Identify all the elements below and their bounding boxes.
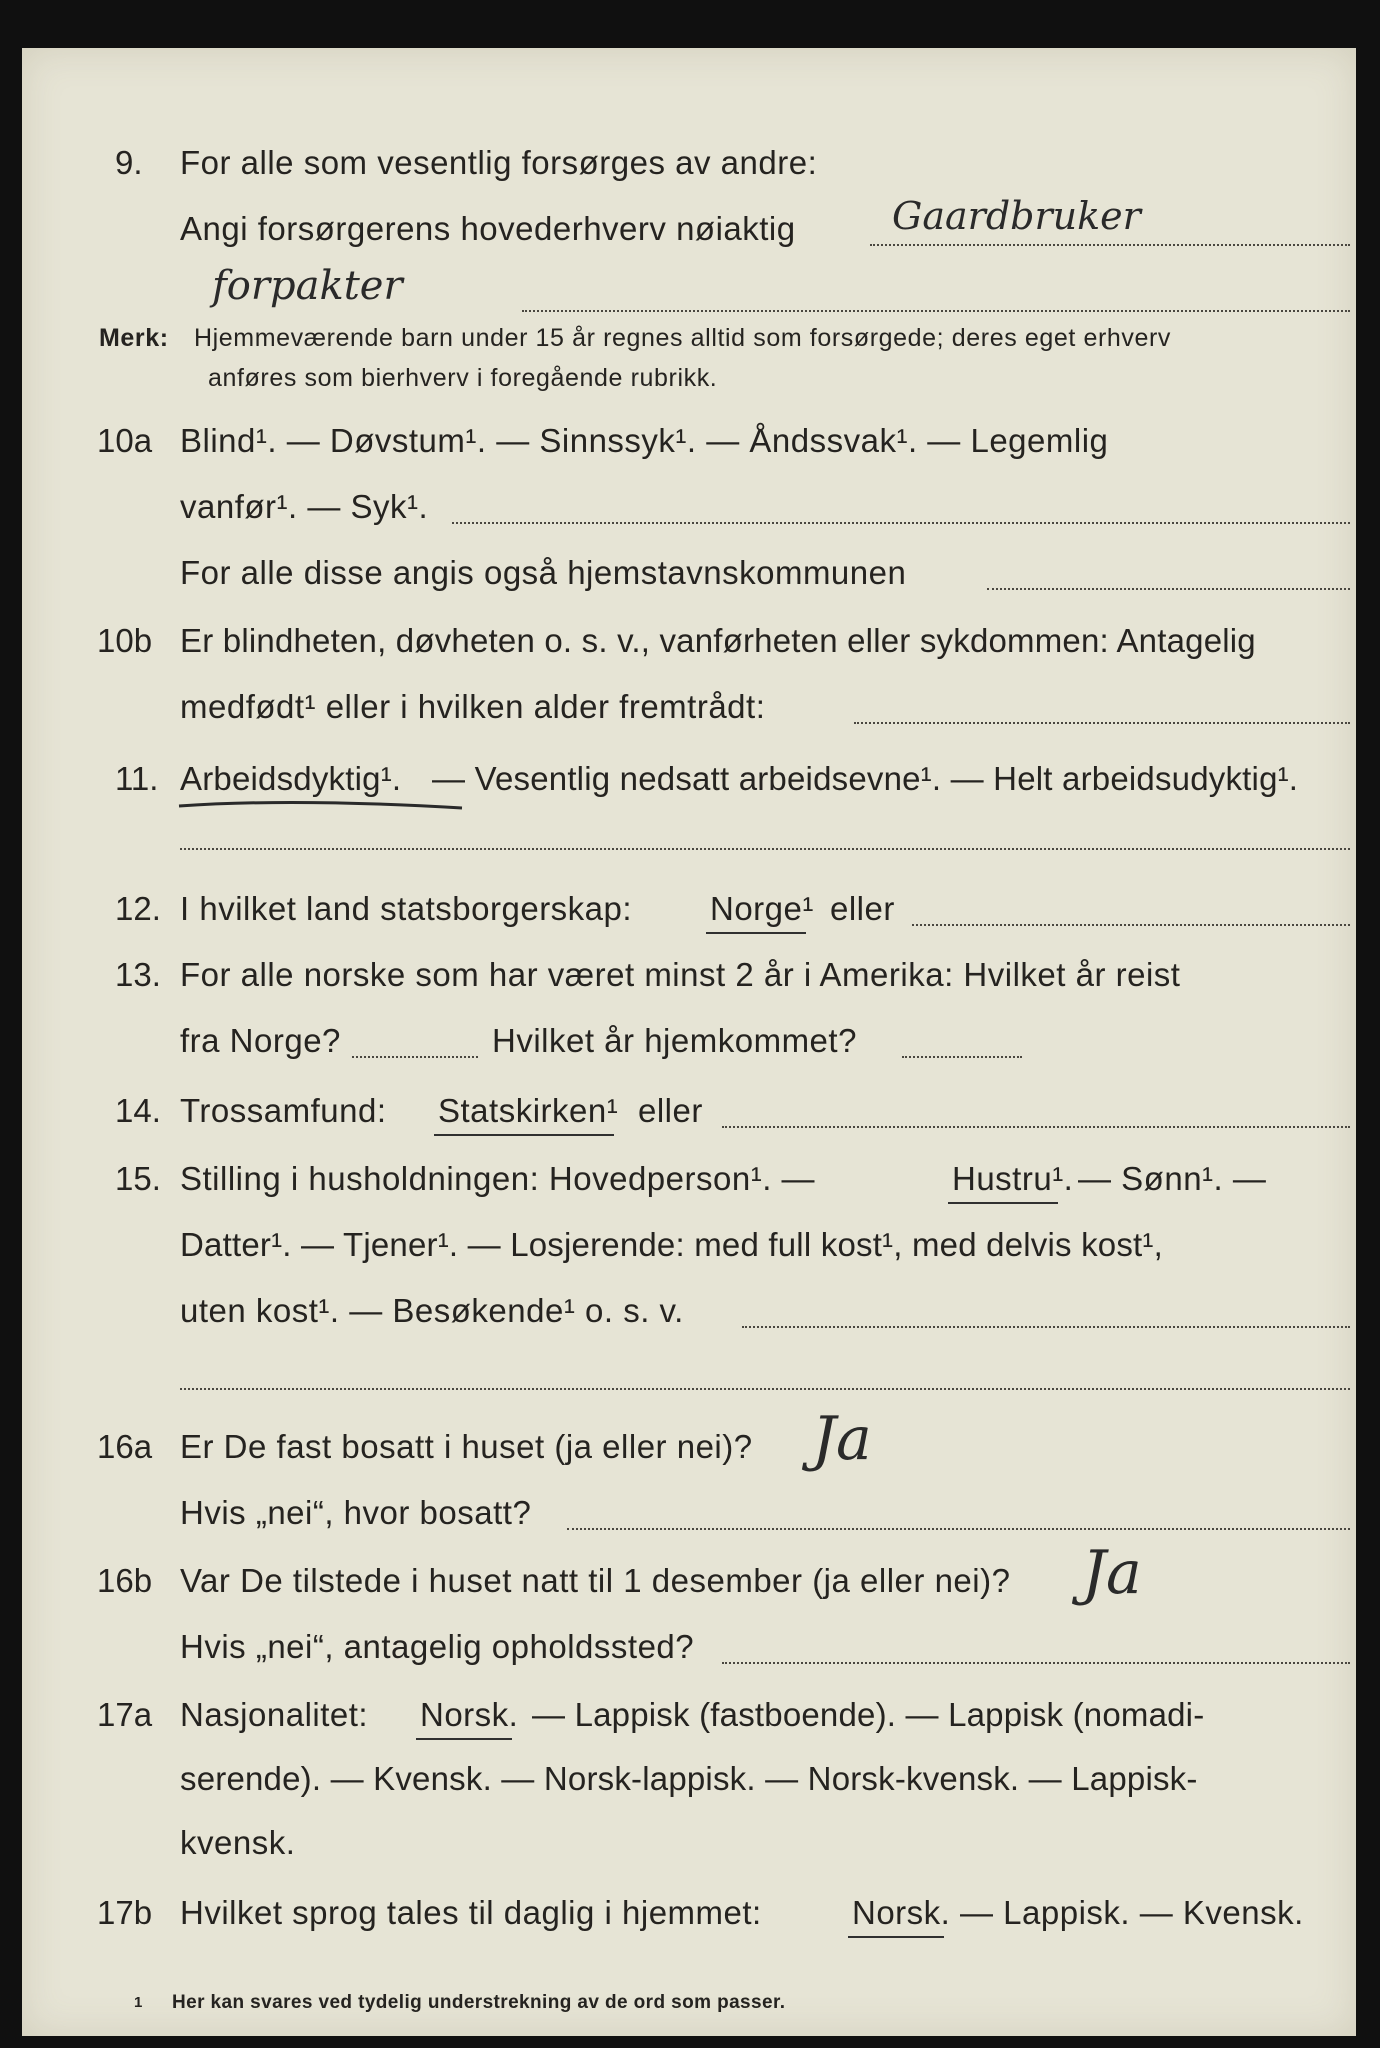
q10b-line2: medfødt¹ eller i hvilken alder fremtrådt: — [180, 688, 766, 725]
q11-number: 11. — [115, 760, 159, 797]
merk-line2: anføres som bierhverv i foregående rubrikk. — [208, 364, 718, 392]
q16a-line1: Er De fast bosatt i huset (ja eller nei)? — [180, 1428, 753, 1465]
q16b-answer-line — [722, 1662, 1350, 1664]
q9-line1: For alle som vesentlig forsørges av andre: — [180, 144, 818, 181]
q15-answer-line — [742, 1326, 1350, 1328]
q14-eller: eller — [638, 1092, 703, 1129]
q11-option-arbeidsdyktig: Arbeidsdyktig¹. — [180, 760, 402, 797]
q17a-line2: serende). — Kvensk. — Norsk-lappisk. — Norsk-kvensk. — Lappisk- — [180, 1760, 1198, 1797]
q16a-number: 16a — [97, 1428, 153, 1465]
q16b-number: 16b — [97, 1562, 153, 1599]
q10a-line3: For alle disse angis også hjemstavnskommunen — [180, 554, 907, 591]
q17b-underline-mark — [848, 1936, 944, 1938]
q11-answer-line — [180, 848, 1350, 850]
footnote-mark: 1 — [134, 1994, 143, 2011]
footnote-text: Her kan svares ved tydelig understrekning av de ord som passer. — [172, 1992, 786, 2013]
q13-reist-line — [352, 1056, 478, 1058]
q9-handwritten-occupation-cont: forpakter — [212, 263, 403, 309]
q12-answer-line — [912, 924, 1350, 926]
q14-option-statskirken: Statskirken¹ — [438, 1092, 619, 1129]
q17b-post: — Lappisk. — Kvensk. — [960, 1894, 1304, 1931]
q14-text: Trossamfund: — [180, 1092, 387, 1129]
q17a-line3: kvensk. — [180, 1824, 296, 1861]
q12-underline-mark — [706, 932, 806, 934]
q17b-text: Hvilket sprog tales til daglig i hjemmet: — [180, 1894, 762, 1931]
q15-line1-pre: Stilling i husholdningen: Hovedperson¹. — — [180, 1160, 816, 1197]
q9-line2: Angi forsørgerens hovederhverv nøiaktig — [180, 210, 796, 247]
q16a-answer-line — [567, 1528, 1350, 1530]
q15-underline-mark — [948, 1202, 1058, 1204]
q11-rest: — Vesentlig nedsatt arbeidsevne¹. — Helt arbeidsudyktig¹. — [432, 760, 1299, 797]
q13-line1: For alle norske som har været minst 2 år i Amerika: Hvilket år reist — [180, 956, 1181, 993]
census-form-page — [22, 48, 1356, 2036]
q16b-line2: Hvis „nei“, antagelig opholdssted? — [180, 1628, 695, 1665]
q9-answer-line-2 — [522, 310, 1350, 312]
q16a-line2: Hvis „nei“, hvor bosatt? — [180, 1494, 532, 1531]
q13-hjemkommet-line — [902, 1056, 1022, 1058]
q17b-number: 17b — [97, 1894, 153, 1931]
q14-number: 14. — [115, 1092, 161, 1129]
q10a-answer-line — [452, 522, 1350, 524]
q10b-answer-line — [854, 722, 1350, 724]
q16b-line1: Var De tilstede i huset natt til 1 desember (ja eller nei)? — [180, 1562, 1011, 1599]
q16b-handwritten-answer: Ja — [1082, 1538, 1142, 1608]
q10a-number: 10a — [97, 422, 153, 459]
q13-line2b: Hvilket år hjemkommet? — [492, 1022, 857, 1059]
merk-label: Merk: — [99, 324, 169, 352]
q17a-line1-post: — Lappisk (fastboende). — Lappisk (nomadi- — [532, 1696, 1205, 1733]
q15-line2: Datter¹. — Tjener¹. — Losjerende: med full kost¹, med delvis kost¹, — [180, 1226, 1163, 1263]
q13-line2a: fra Norge? — [180, 1022, 341, 1059]
q10a-line2: vanfør¹. — Syk¹. — [180, 488, 429, 525]
q12-eller: eller — [830, 890, 895, 927]
q14-answer-line — [722, 1126, 1350, 1128]
q17a-line1-pre: Nasjonalitet: — [180, 1696, 369, 1733]
q14-underline-mark — [434, 1134, 614, 1136]
q15-line1-post: — Sønn¹. — — [1078, 1160, 1267, 1197]
q17a-number: 17a — [97, 1696, 153, 1733]
q15-line3: uten kost¹. — Besøkende¹ o. s. v. — [180, 1292, 684, 1329]
q9-handwritten-occupation: Gaardbruker — [892, 194, 1141, 238]
q11-underline-mark — [177, 796, 467, 816]
q15-option-hustru: Hustru¹. — [952, 1160, 1074, 1197]
q15-answer-line-2 — [180, 1388, 1350, 1390]
merk-line1: Hjemmeværende barn under 15 år regnes alltid som forsørgede; deres eget erhverv — [194, 324, 1172, 352]
q12-text: I hvilket land statsborgerskap: — [180, 890, 633, 927]
q10b-number: 10b — [97, 622, 153, 659]
q17a-option-norsk: Norsk. — [420, 1696, 519, 1733]
q10a-hjemstavn-line — [987, 588, 1350, 590]
q16a-handwritten-answer: Ja — [812, 1404, 872, 1474]
q12-option-norge: Norge¹ — [710, 890, 814, 927]
q12-number: 12. — [115, 890, 161, 927]
q17a-underline-mark — [416, 1738, 512, 1740]
q13-number: 13. — [115, 956, 161, 993]
q10b-line1: Er blindheten, døvheten o. s. v., vanførheten eller sykdommen: Antagelig — [180, 622, 1256, 659]
q17b-option-norsk: Norsk. — [852, 1894, 951, 1931]
q15-number: 15. — [115, 1160, 161, 1197]
q10a-line1: Blind¹. — Døvstum¹. — Sinnssyk¹. — Åndssvak¹. — Legemlig — [180, 422, 1109, 459]
q9-number: 9. — [115, 144, 143, 181]
q9-answer-line — [870, 244, 1350, 246]
